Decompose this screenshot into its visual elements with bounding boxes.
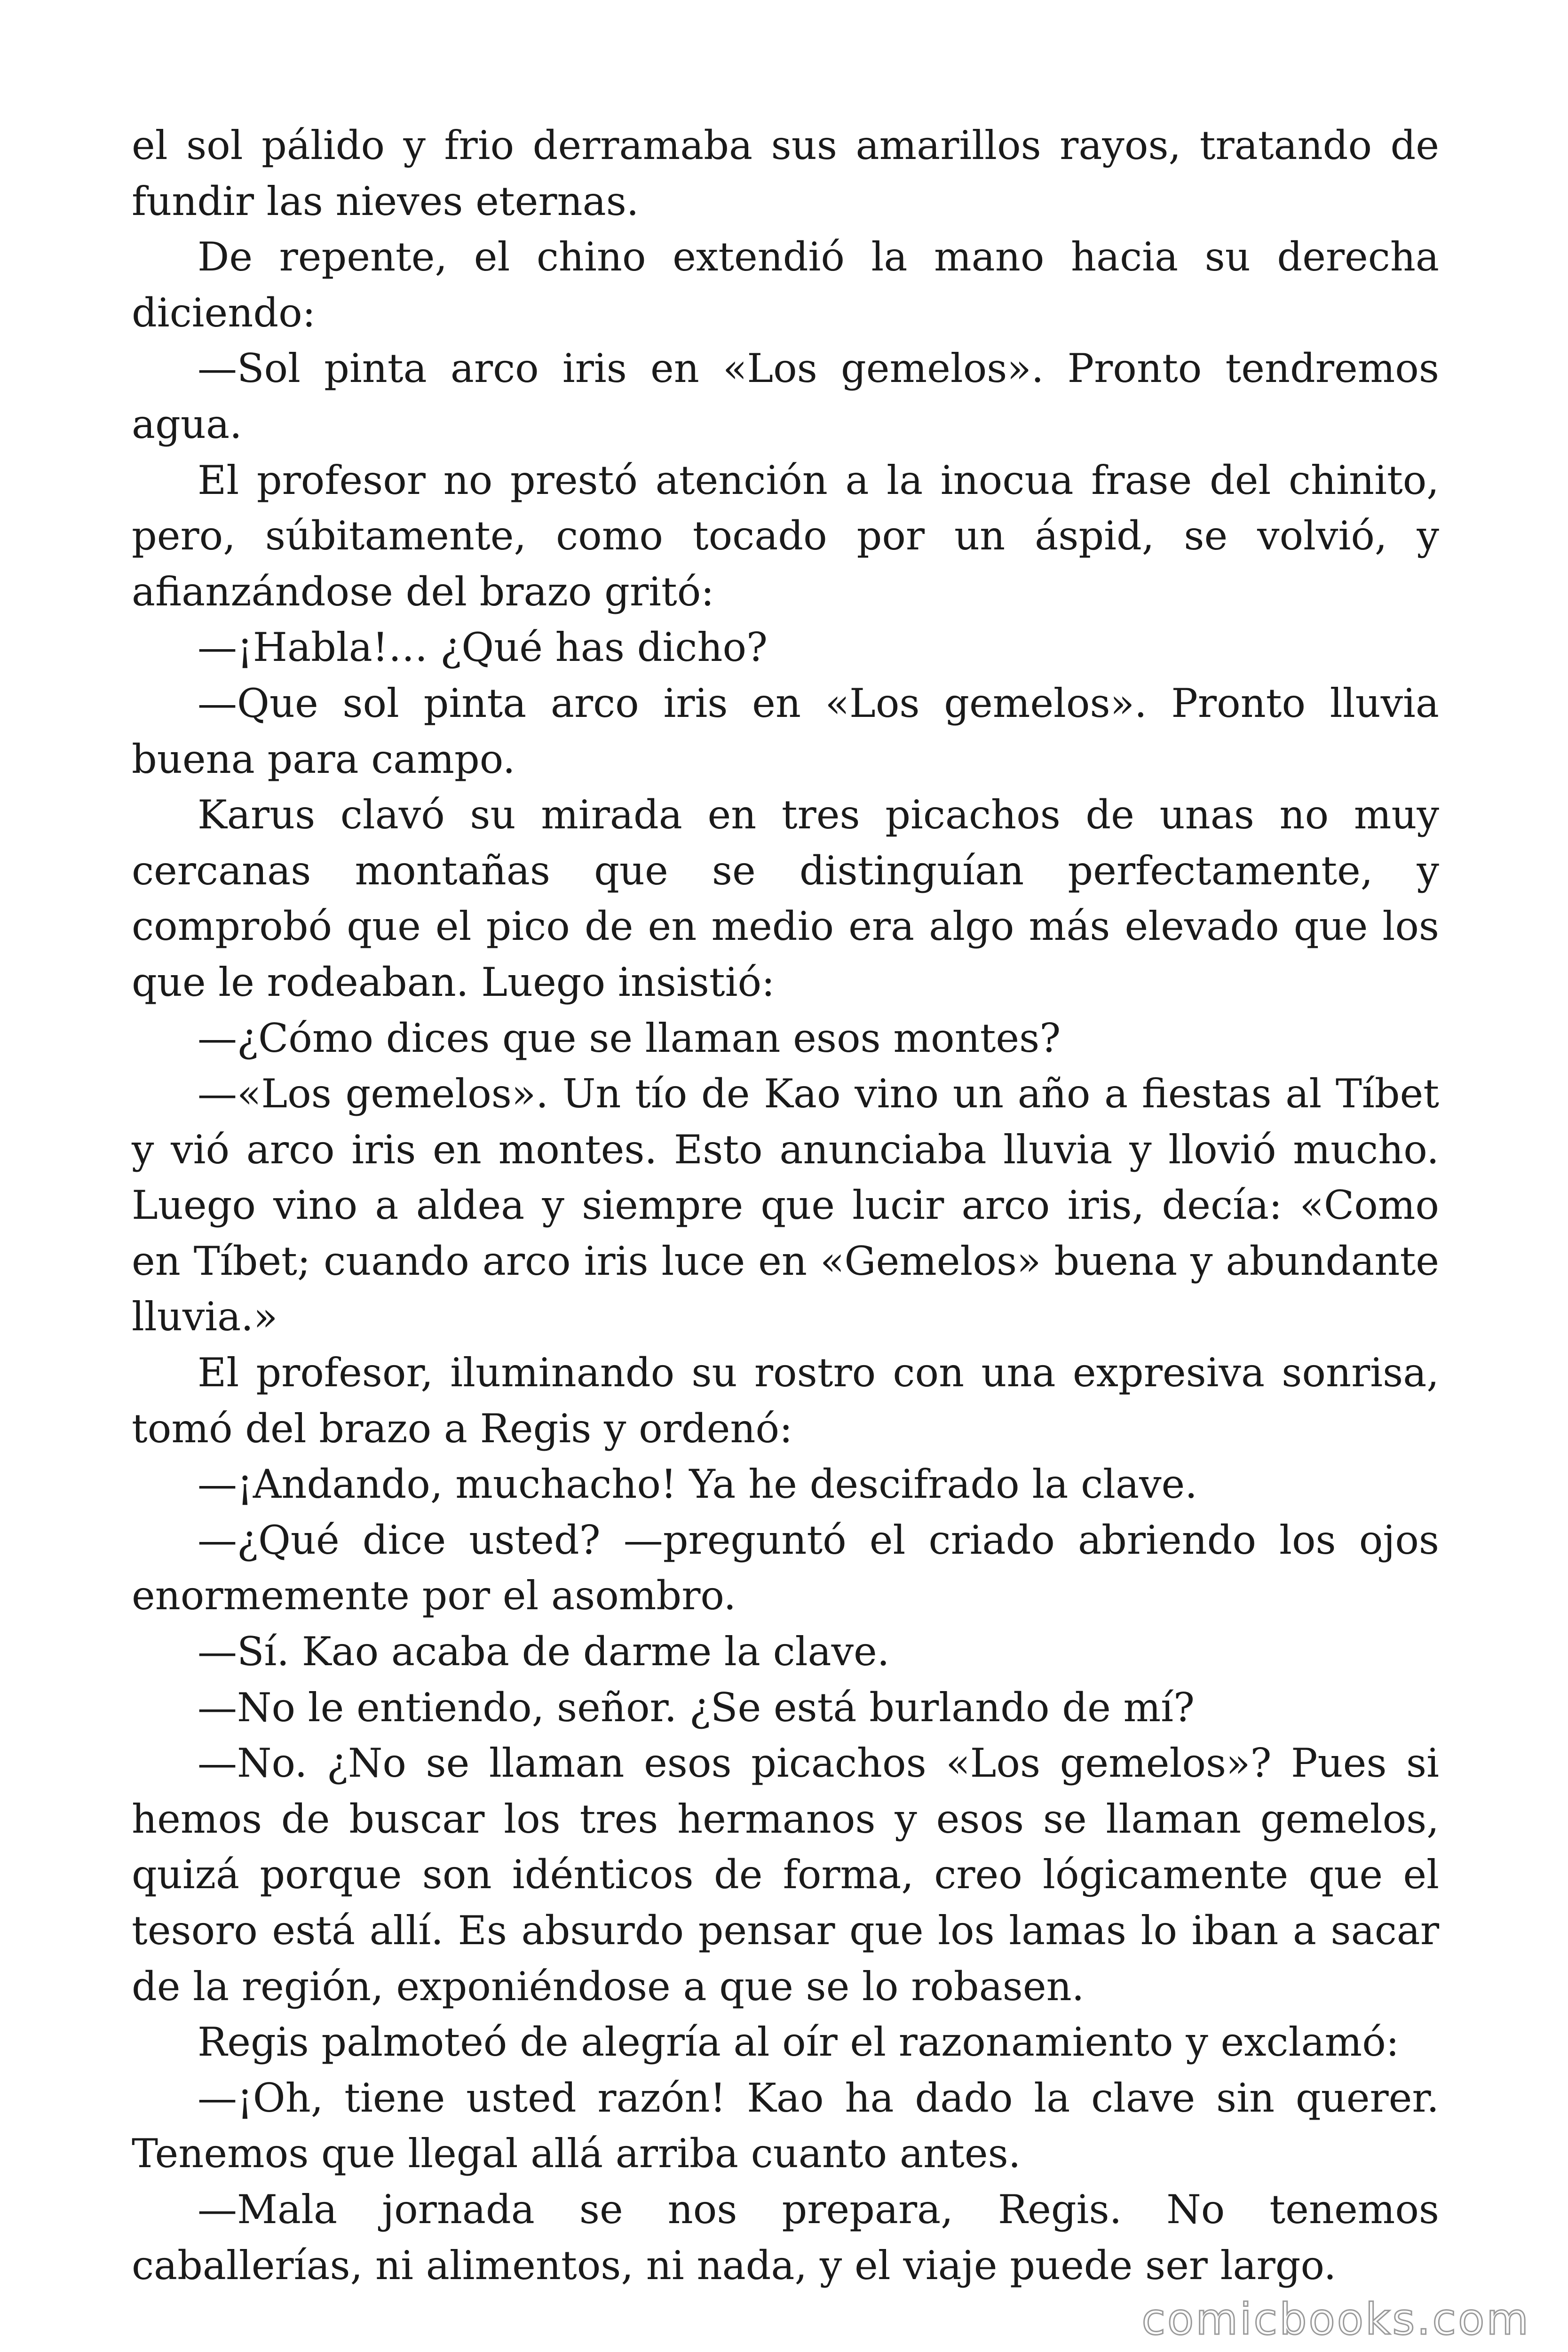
paragraph: —Sí. Kao acaba de darme la clave. xyxy=(198,1629,890,1675)
paragraph: —«Los gemelos». Un tío de Kao vino un año a fiestas al Tíbet y vió arco iris en montes. Esto anunciaba lluvia y llovió mucho. Luego vino a aldea y siempre que lucir arco iris, decía: «Como en Tíbet; cuando arco iris luce en «Gemelos» buena y abundante lluvia.» xyxy=(132,1071,1439,1340)
paragraph: —Sol pinta arco iris en «Los gemelos». Pronto tendremos agua. xyxy=(132,345,1439,447)
paragraph: —¡Oh, tiene usted razón! Kao ha dado la clave sin querer. Tenemos que llegal allá arriba cuanto antes. xyxy=(132,2074,1439,2177)
watermark: comicbooks.com xyxy=(1141,2294,1530,2344)
paragraph: —¡Andando, muchacho! Ya he descifrado la clave. xyxy=(198,1461,1197,1508)
paragraph: —No le entiendo, señor. ¿Se está burlando de mí? xyxy=(198,1684,1195,1731)
paragraph: el sol pálido y frio derramaba sus amarillos rayos, tratando de fundir las nieves eternas. xyxy=(132,122,1439,224)
paragraph: —¿Qué dice usted? —preguntó el criado abriendo los ojos enormemente por el asombro. xyxy=(132,1517,1439,1619)
paragraph: Regis palmoteó de alegría al oír el razonamiento y exclamó: xyxy=(198,2019,1400,2066)
paragraph: —Que sol pinta arco iris en «Los gemelos». Pronto lluvia buena para campo. xyxy=(132,680,1439,782)
paragraph: —No. ¿No se llaman esos picachos «Los gemelos»? Pues si hemos de buscar los tres hermanos y esos se llaman gemelos, quizá porque son idénticos de forma, creo lógicamente que el tesoro está allí. Es absurdo pensar que los lamas lo iban a sacar de la región, exponiéndose a que se lo robasen. xyxy=(132,1740,1439,2010)
paragraph: —¡Habla!… ¿Qué has dicho? xyxy=(198,624,768,671)
paragraph: De repente, el chino extendió la mano hacia su derecha diciendo: xyxy=(132,234,1439,336)
body-text xyxy=(132,118,1439,2293)
paragraph: El profesor no prestó atención a la inocua frase del chinito, pero, súbitamente, como tocado por un áspid, se volvió, y afianzándose del brazo gritó: xyxy=(132,457,1439,615)
paragraph: Karus clavó su mirada en tres picachos de unas no muy cercanas montañas que se distinguían perfectamente, y comprobó que el pico de en medio era algo más elevado que los que le rodeaban. Luego insistió: xyxy=(132,792,1439,1005)
paragraph: El profesor, iluminando su rostro con una expresiva sonrisa, tomó del brazo a Regis y ordenó: xyxy=(132,1350,1439,1452)
paragraph: —Mala jornada se nos prepara, Regis. No tenemos caballerías, ni alimentos, ni nada, y el viaje puede ser largo. xyxy=(132,2186,1439,2288)
paragraph: —¿Cómo dices que se llaman esos montes? xyxy=(198,1015,1061,1061)
